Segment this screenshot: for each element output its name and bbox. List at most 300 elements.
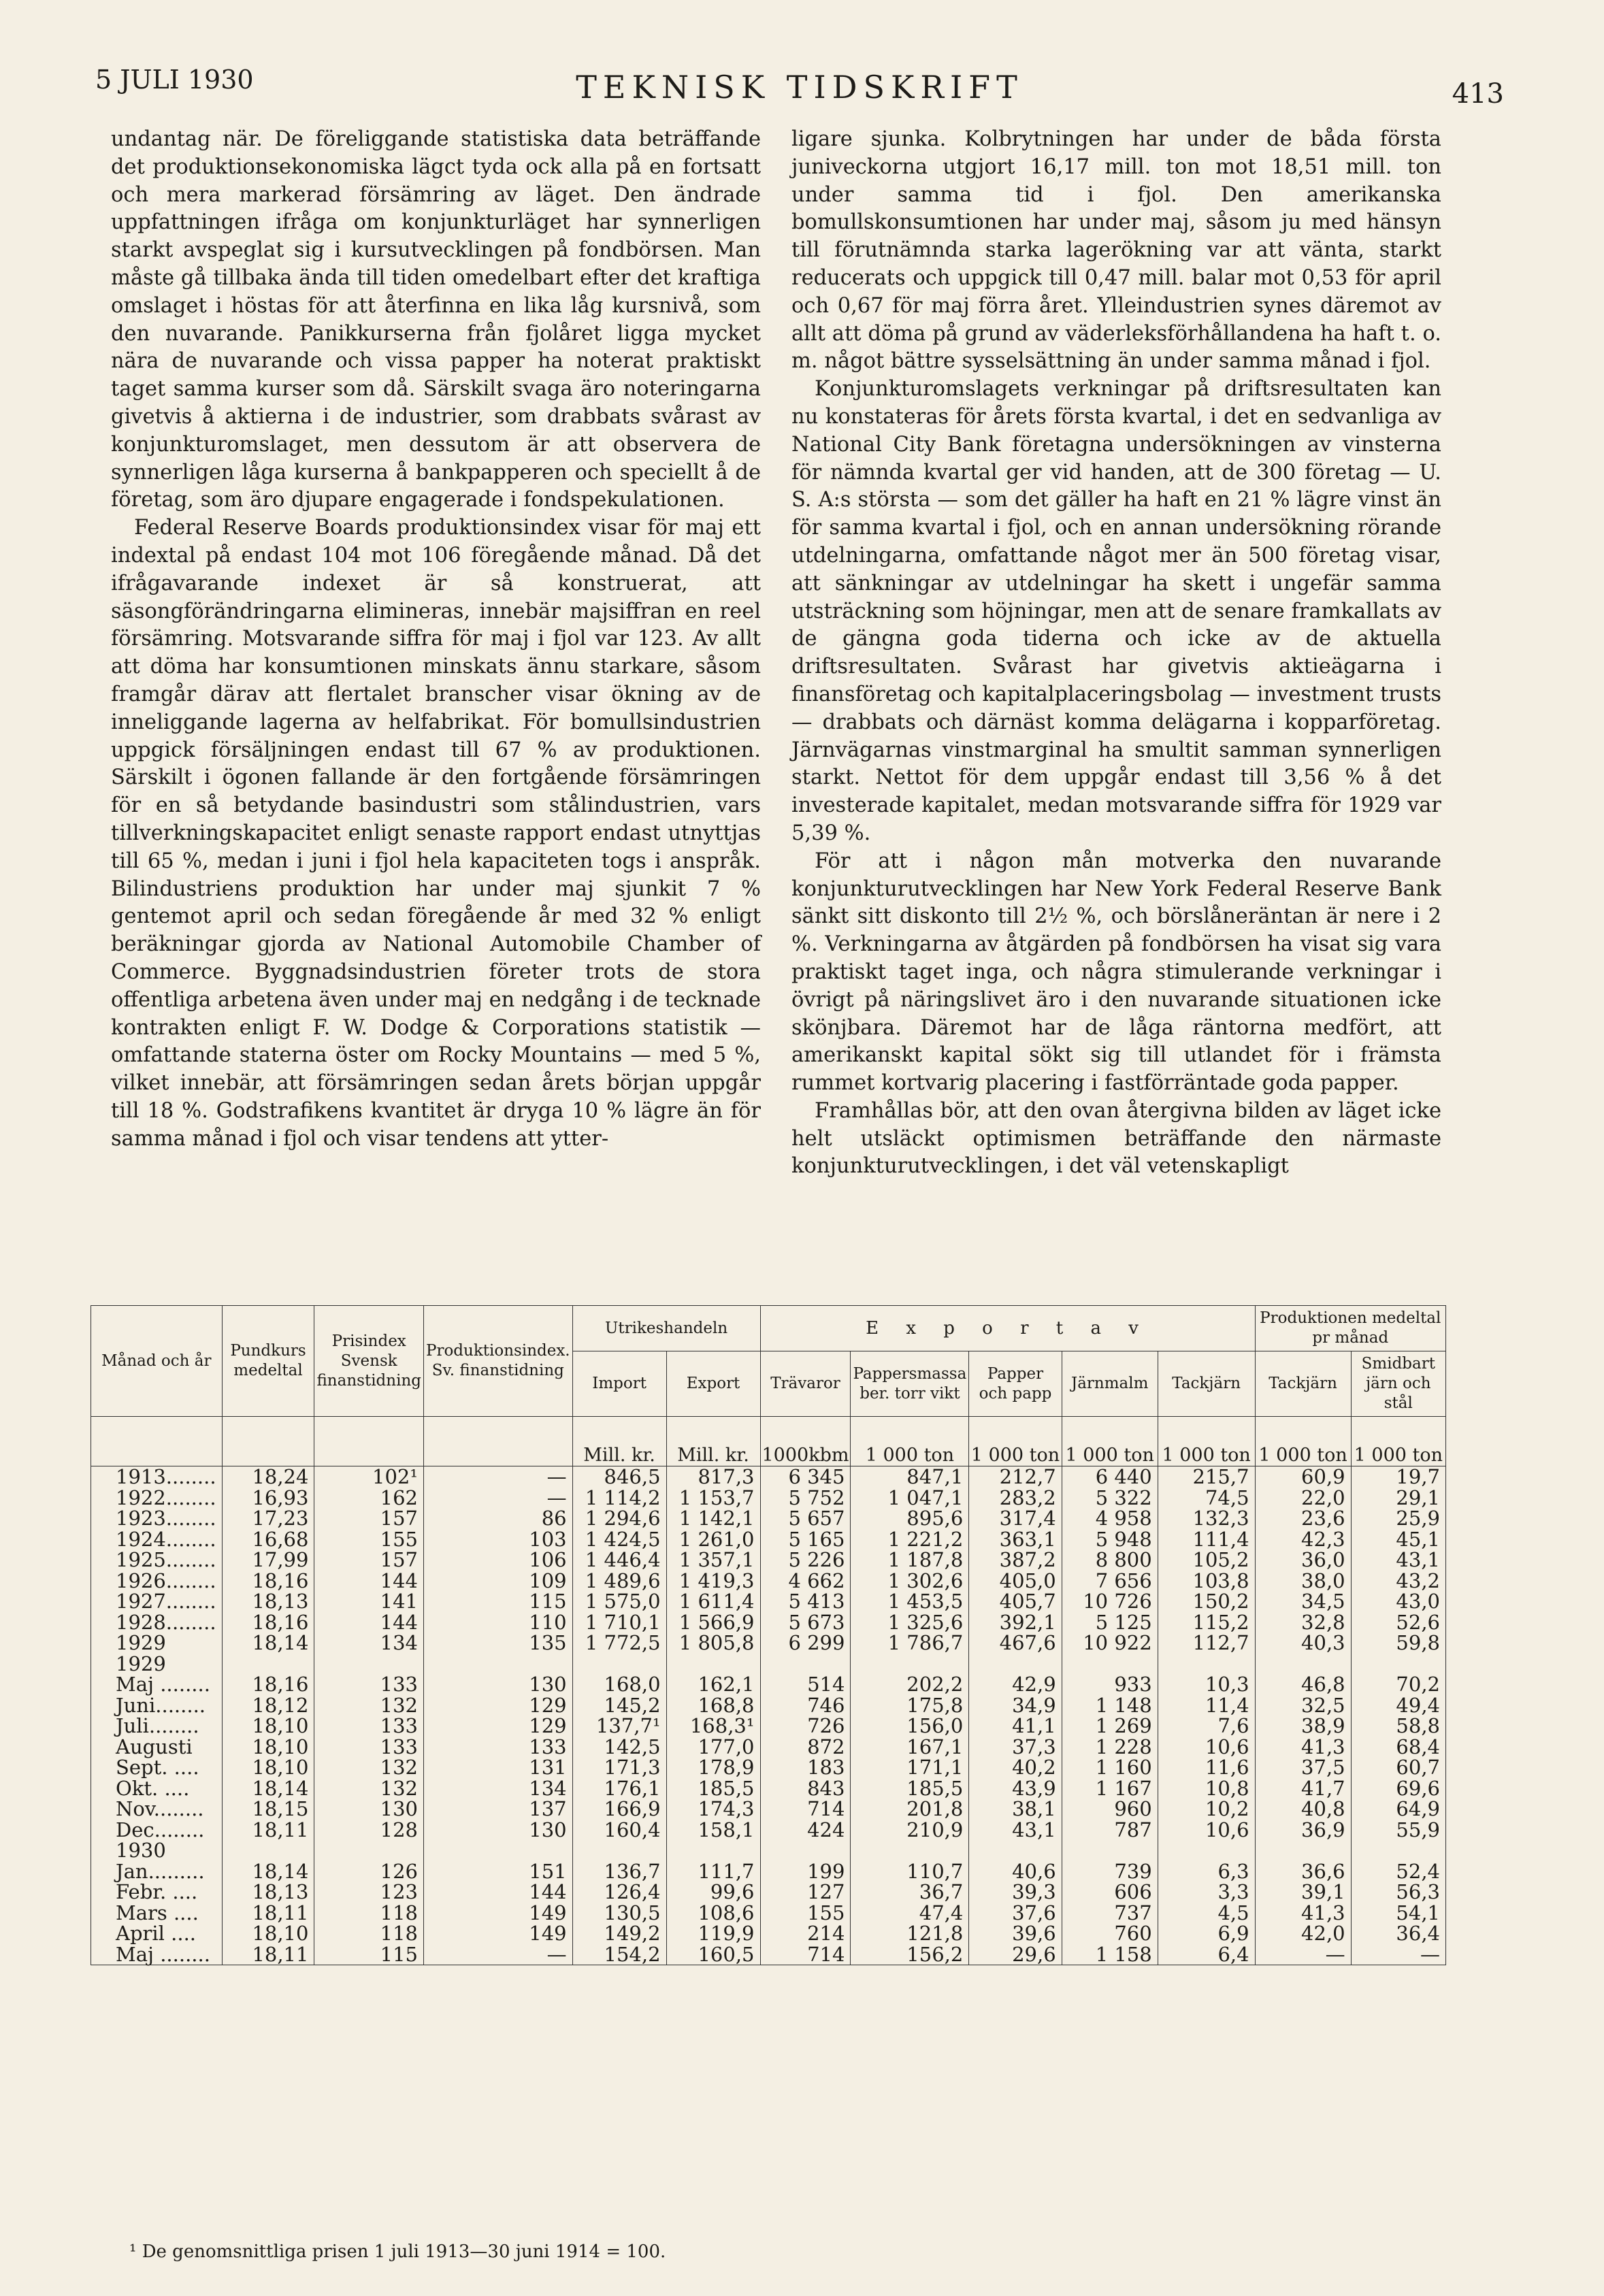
table-cell: 60,9 [1255,1466,1351,1488]
table-cell: 130 [314,1799,424,1820]
table-cell: 18,10 [222,1716,314,1737]
table-row [91,1778,1446,1799]
table-cell: 895,6 [851,1508,969,1529]
table-row [91,1612,1446,1633]
table-row [91,1488,1446,1509]
table-cell: 1 710,1 [572,1612,666,1633]
table-cell: 39,6 [969,1923,1062,1944]
table-cell: 5 322 [1062,1488,1158,1509]
table-cell: 10 726 [1062,1591,1158,1612]
table-cell: 133 [314,1674,424,1695]
table-row [91,1695,1446,1716]
header-jarnmalm: Järnmalm [1062,1351,1158,1417]
table-cell: 5 125 [1062,1612,1158,1633]
table-cell: 1 261,0 [666,1529,760,1550]
table-cell: 144 [314,1612,424,1633]
table-cell: 133 [314,1737,424,1758]
table-cell: 1 153,7 [666,1488,760,1509]
table-row [91,1923,1446,1944]
table-cell: 36,9 [1255,1820,1351,1841]
table-cell [572,1654,666,1675]
table-cell [1158,1840,1255,1861]
table-cell: 36,7 [851,1882,969,1903]
table-cell: 151 [423,1861,572,1882]
table-cell: 64,9 [1351,1799,1445,1820]
table-cell: 18,13 [222,1591,314,1612]
table-row [91,1549,1446,1571]
table-cell: 105,2 [1158,1549,1255,1571]
table-cell: 18,14 [222,1861,314,1882]
table-cell: 4 958 [1062,1508,1158,1529]
table-cell: 102¹ [314,1466,424,1488]
table-cell: — [423,1944,572,1965]
header-produktionen: Produktionen medeltal pr månad [1255,1306,1445,1351]
table-cell: 392,1 [969,1612,1062,1633]
table-cell [222,1840,314,1861]
unit-cell [222,1417,314,1466]
table-cell: 18,24 [222,1466,314,1488]
table-cell: 1 269 [1062,1716,1158,1737]
table-cell: 1 325,6 [851,1612,969,1633]
table-cell: 6 299 [760,1633,851,1654]
row-label: 1925........ [91,1549,223,1571]
table-cell [851,1840,969,1861]
table-cell: 843 [760,1778,851,1799]
table-cell: 38,0 [1255,1571,1351,1592]
table-cell: 760 [1062,1923,1158,1944]
table-cell: 1 489,6 [572,1571,666,1592]
table-cell: 171,3 [572,1757,666,1778]
table-cell: 68,4 [1351,1737,1445,1758]
table-cell: 4,5 [1158,1903,1255,1924]
table-cell: 103,8 [1158,1571,1255,1592]
row-label: 1929 [91,1633,223,1654]
table-cell: 106 [423,1549,572,1571]
table-row [91,1903,1446,1924]
table-cell: 168,0 [572,1674,666,1695]
table-row [91,1529,1446,1550]
table-cell [760,1840,851,1861]
table-cell [666,1654,760,1675]
table-cell: 128 [314,1820,424,1841]
table-cell [1062,1654,1158,1675]
unit-cell: Mill. kr. [666,1417,760,1466]
table-cell: 115 [423,1591,572,1612]
table-cell: 1 575,0 [572,1591,666,1612]
table-cell: 131 [423,1757,572,1778]
row-label: Juli........ [91,1716,223,1737]
table-cell: 39,3 [969,1882,1062,1903]
table-cell [423,1840,572,1861]
table-row [91,1820,1446,1841]
paragraph: Framhållas bör, att den ovan återgivna bilden av läget icke helt utsläckt optimismen beträffande den närmaste konjunkturutvecklingen, i det väl vetenskapligt [791,1098,1441,1179]
table-cell: 36,6 [1255,1861,1351,1882]
table-cell: 55,9 [1351,1820,1445,1841]
table-cell: 5 657 [760,1508,851,1529]
table-cell: 118 [314,1903,424,1924]
unit-cell: 1000kbm [760,1417,851,1466]
running-header [95,65,1504,112]
table-cell [760,1654,851,1675]
table-cell: 405,0 [969,1571,1062,1592]
table-cell: 6 440 [1062,1466,1158,1488]
table-cell: 18,14 [222,1633,314,1654]
table-cell: 49,4 [1351,1695,1445,1716]
table-cell: 123 [314,1882,424,1903]
unit-cell: 1 000 ton [1158,1417,1255,1466]
table-row [91,1633,1446,1654]
table-cell: 405,7 [969,1591,1062,1612]
table-cell: 130,5 [572,1903,666,1924]
table-cell [1351,1654,1445,1675]
table-cell: 162 [314,1488,424,1509]
table-cell: 149 [423,1923,572,1944]
table-cell: 136,7 [572,1861,666,1882]
table-row [91,1571,1446,1592]
unit-cell: 1 000 ton [1255,1417,1351,1466]
table-cell [572,1840,666,1861]
table-cell: 34,9 [969,1695,1062,1716]
table-cell: 6 345 [760,1466,851,1488]
table-cell: 5 948 [1062,1529,1158,1550]
table-cell: 133 [423,1737,572,1758]
header-export-av: E x p o r t a v [760,1306,1255,1351]
table-cell [222,1654,314,1675]
table-cell: 175,8 [851,1695,969,1716]
table-row [91,1882,1446,1903]
table-row [91,1861,1446,1882]
table-cell: 1 424,5 [572,1529,666,1550]
issue-date: 5 JULI 1930 [95,65,254,95]
table-cell: 110 [423,1612,572,1633]
table-cell: 130 [423,1820,572,1841]
table-cell: 960 [1062,1799,1158,1820]
row-label: 1927........ [91,1591,223,1612]
table-cell [314,1654,424,1675]
table-cell: 174,3 [666,1799,760,1820]
page-number: 413 [1452,78,1504,110]
footnote: ¹ De genomsnittliga prisen 1 juli 1913—30 juni 1914 = 100. [129,2242,666,2262]
row-label: Mars .... [91,1903,223,1924]
table-cell: 40,3 [1255,1633,1351,1654]
table-cell: 18,11 [222,1820,314,1841]
table-cell: 59,8 [1351,1633,1445,1654]
table-cell: 132 [314,1778,424,1799]
row-label: Jan......... [91,1861,223,1882]
table-cell: 177,0 [666,1737,760,1758]
table-cell: 155 [760,1903,851,1924]
table-cell: 1 114,2 [572,1488,666,1509]
table-cell: 6,4 [1158,1944,1255,1965]
table-cell: 168,8 [666,1695,760,1716]
table-cell: 121,8 [851,1923,969,1944]
table-cell: 52,6 [1351,1612,1445,1633]
table-cell: 109 [423,1571,572,1592]
header-papper: Papper och papp [969,1351,1062,1417]
table-cell: 37,3 [969,1737,1062,1758]
table-cell: 746 [760,1695,851,1716]
table-cell: 32,5 [1255,1695,1351,1716]
table-row [91,1508,1446,1529]
table-cell: 29,6 [969,1944,1062,1965]
table-cell: 176,1 [572,1778,666,1799]
table-cell: 137,7¹ [572,1716,666,1737]
table-cell: 166,9 [572,1799,666,1820]
table-cell: 185,5 [666,1778,760,1799]
header-pappersmassa: Pappersmassa ber. torr vikt [851,1351,969,1417]
table-cell: 7 656 [1062,1571,1158,1592]
table-cell: 872 [760,1737,851,1758]
table-cell: — [423,1488,572,1509]
paragraph: Federal Reserve Boards produktionsindex visar för maj ett indextal på endast 104 mot 106 föregående månad. Då det ifrågavarande indexet är så konstruerat, att säsongförändringarna elimineras, innebär majsiffran en reel försämring. Motsvarande siffra för maj i fjol var 123. Av allt att döma har konsumtionen minskats ännu starkare, såsom framgår därav att flertalet branscher visar ökning av de inneliggande lagerna av helfabrikat. För bomullsindustrien uppgick försäljningen endast till 67 % av produktionen. Särskilt i ögonen fallande är den fortgående försämringen för en så betydande basindustri som stålindustrien, vars tillverkningskapacitet enligt senaste rapport endast utnyttjas till 65 %, medan i juni i fjol hela kapaciteten togs i anspråk. Bilindustriens produktion har under maj sjunkit 7 % gentemot april och sedan föregående år med 32 % enligt beräkningar gjorda av National Automobile Chamber of Commerce. Byggnadsindustrien företer trots de stora offentliga arbetena även under maj en nedgång i de tecknade kontrakten enligt F. W. Dodge & Corporations statistik — omfattande staterna öster om Rocky Mountains — med 5 %, vilket innebär, att försämringen sedan årets början uppgår till 18 %. Godstrafikens kvantitet är dryga 10 % lägre än för samma månad i fjol och visar tendens att ytter- [111,516,761,1151]
row-label: Sept. .... [91,1757,223,1778]
table-cell: 1 294,6 [572,1508,666,1529]
row-label: 1928........ [91,1612,223,1633]
table-cell: 41,3 [1255,1737,1351,1758]
table-cell: 52,4 [1351,1861,1445,1882]
unit-cell [314,1417,424,1466]
table-cell: 43,9 [969,1778,1062,1799]
table-cell: 157 [314,1549,424,1571]
units-row [91,1417,1446,1466]
table-cell: 132 [314,1757,424,1778]
table-cell: 45,1 [1351,1529,1445,1550]
table-cell: 156,0 [851,1716,969,1737]
paragraph: undantag när. De föreliggande statistiska data beträffande det produktionsekonomiska lägct tyda ock alla på en fortsatt och mera markerad försämring av läget. Den ändrade uppfattningen ifråga om konjunkturläget har synnerligen starkt avspeglat sig i kursutvecklingen på fondbörsen. Man måste gå tillbaka ända till tiden omedelbart efter det kraftiga omslaget i höstas för att återfinna en lika låg kursnivå, som den nuvarande. Panikkurserna från fjolåret ligga mycket nära de nuvarande och vissa papper ha noterat praktiskt taget samma kurser som då. Särskilt svaga äro noteringarna givetvis å aktierna i de industrier, som drabbats svårast av konjunkturomslaget, men dessutom är att observera de synnerligen låga kurserna å bankpapperen och speciellt å de företag, som äro djupare engagerade i fondspekulationen. [111,127,761,512]
table-cell: 10,6 [1158,1737,1255,1758]
table-cell: 363,1 [969,1529,1062,1550]
table-cell: 134 [423,1778,572,1799]
table-cell: 19,7 [1351,1466,1445,1488]
table-cell: 214 [760,1923,851,1944]
table-cell: 424 [760,1820,851,1841]
table-cell: 39,1 [1255,1882,1351,1903]
table-cell: 155 [314,1529,424,1550]
table-cell: 60,7 [1351,1757,1445,1778]
table-cell: 111,7 [666,1861,760,1882]
table-cell: 5 165 [760,1529,851,1550]
table-cell: 119,9 [666,1923,760,1944]
table-cell: 129 [423,1716,572,1737]
row-label: Maj ........ [91,1674,223,1695]
header-tackjarn: Tackjärn [1158,1351,1255,1417]
table-cell: 202,2 [851,1674,969,1695]
table-cell: 18,15 [222,1799,314,1820]
unit-cell: Mill. kr. [572,1417,666,1466]
table-cell: — [1351,1944,1445,1965]
statistics-table [91,1305,1446,1965]
row-label: Febr. .... [91,1882,223,1903]
table-cell: 18,13 [222,1882,314,1903]
table-cell: 283,2 [969,1488,1062,1509]
row-label: April .... [91,1923,223,1944]
unit-cell: 1 000 ton [969,1417,1062,1466]
table-cell: 70,2 [1351,1674,1445,1695]
table-cell: 135 [423,1633,572,1654]
row-label: 1924........ [91,1529,223,1550]
table-cell: 215,7 [1158,1466,1255,1488]
table-cell: 112,7 [1158,1633,1255,1654]
table-cell: 739 [1062,1861,1158,1882]
table-cell [969,1840,1062,1861]
table-cell [666,1840,760,1861]
table-cell: 144 [423,1882,572,1903]
table-cell: 1 228 [1062,1737,1158,1758]
table-cell: 787 [1062,1820,1158,1841]
table-cell: 11,4 [1158,1695,1255,1716]
table-row [91,1757,1446,1778]
table-cell: — [1255,1944,1351,1965]
table-cell: 4 662 [760,1571,851,1592]
table-cell: 1 148 [1062,1695,1158,1716]
table-cell: 18,14 [222,1778,314,1799]
table-cell: 54,1 [1351,1903,1445,1924]
table-cell: 118 [314,1923,424,1944]
table-cell: 160,5 [666,1944,760,1965]
table-cell: 17,23 [222,1508,314,1529]
table-cell: 129 [423,1695,572,1716]
table-cell [1255,1654,1351,1675]
table-cell: 714 [760,1944,851,1965]
table-cell [1062,1840,1158,1861]
table-cell: 58,8 [1351,1716,1445,1737]
header-produktionsindex: Produktionsindex. Sv. finanstidning [423,1306,572,1417]
table-cell: 514 [760,1674,851,1695]
table-cell: 171,1 [851,1757,969,1778]
unit-cell [91,1417,223,1466]
table-cell: 199 [760,1861,851,1882]
table-cell: 43,1 [1351,1549,1445,1571]
table-cell: 10,6 [1158,1820,1255,1841]
table-cell: 142,5 [572,1737,666,1758]
table-cell: 737 [1062,1903,1158,1924]
table-cell: 42,9 [969,1674,1062,1695]
table-cell: — [423,1466,572,1488]
table-cell: 36,4 [1351,1923,1445,1944]
table-cell: 42,3 [1255,1529,1351,1550]
table-cell: 201,8 [851,1799,969,1820]
unit-cell: 1 000 ton [1062,1417,1158,1466]
table-cell: 1 160 [1062,1757,1158,1778]
row-label: 1913........ [91,1466,223,1488]
table-cell: 178,9 [666,1757,760,1778]
unit-cell [423,1417,572,1466]
table-cell: 1 772,5 [572,1633,666,1654]
table-cell: 41,1 [969,1716,1062,1737]
table-cell: 43,1 [969,1820,1062,1841]
table-cell: 846,5 [572,1466,666,1488]
table-cell: 1 453,5 [851,1591,969,1612]
table-cell: 1 446,4 [572,1549,666,1571]
table-cell: 108,6 [666,1903,760,1924]
header-export: Export [666,1351,760,1417]
table-cell: 43,0 [1351,1591,1445,1612]
table-cell: 38,9 [1255,1716,1351,1737]
table-cell: 210,9 [851,1820,969,1841]
table-cell [1351,1840,1445,1861]
table-cell: 1 786,7 [851,1633,969,1654]
table-cell: 42,0 [1255,1923,1351,1944]
header-utrikeshandeln: Utrikeshandeln [572,1306,760,1351]
table-cell: 47,4 [851,1903,969,1924]
table-cell: 10 922 [1062,1633,1158,1654]
table-cell: 933 [1062,1674,1158,1695]
table-row [91,1840,1446,1861]
table-cell: 115,2 [1158,1612,1255,1633]
table-cell: 10,2 [1158,1799,1255,1820]
table-cell: 5 226 [760,1549,851,1571]
table-cell: 1 047,1 [851,1488,969,1509]
table-cell: 1 302,6 [851,1571,969,1592]
header-pundkurs: Pundkurs medeltal [222,1306,314,1417]
table-cell: 132,3 [1158,1508,1255,1529]
table-cell: 69,6 [1351,1778,1445,1799]
table-cell: 606 [1062,1882,1158,1903]
table-cell: 10,3 [1158,1674,1255,1695]
table-cell: 41,3 [1255,1903,1351,1924]
table-cell: 7,6 [1158,1716,1255,1737]
table-cell: 37,5 [1255,1757,1351,1778]
table-row [91,1716,1446,1737]
row-label: Dec........ [91,1820,223,1841]
table-cell: 40,6 [969,1861,1062,1882]
table-cell: 29,1 [1351,1488,1445,1509]
table-cell: 86 [423,1508,572,1529]
table-cell [851,1654,969,1675]
table-cell: 32,8 [1255,1612,1351,1633]
table-cell: 18,12 [222,1695,314,1716]
row-label: Okt. .... [91,1778,223,1799]
table-cell: 46,8 [1255,1674,1351,1695]
table-cell: 18,11 [222,1944,314,1965]
table-cell: 126,4 [572,1882,666,1903]
table-row [91,1654,1446,1675]
right-column [791,126,1441,1181]
table-cell: 1 566,9 [666,1612,760,1633]
table-cell: 1 142,1 [666,1508,760,1529]
table-cell: 1 419,3 [666,1571,760,1592]
table-cell: 18,10 [222,1757,314,1778]
table-cell: 714 [760,1799,851,1820]
header-travaror: Trävaror [760,1351,851,1417]
table-cell: 1 187,8 [851,1549,969,1571]
table-cell: 6,9 [1158,1923,1255,1944]
table-cell: 10,8 [1158,1778,1255,1799]
table-cell: 160,4 [572,1820,666,1841]
table-cell: 110,7 [851,1861,969,1882]
table-cell: 1 611,4 [666,1591,760,1612]
table-cell: 212,7 [969,1466,1062,1488]
paragraph: ligare sjunka. Kolbrytningen har under de båda första juniveckorna utgjort 16,17 mill. ton mot 18,51 mill. ton under samma tid i fjol. Den amerikanska bomullskonsumtionen har under maj, såsom ju med hänsyn till förutnämnda starka lagerökning var att vänta, starkt reducerats och uppgick till 0,47 mill. balar mot 0,53 för april och 0,67 för maj förra året. Ylleindustrien synes däremot av allt att döma på grund av väderleksförhållandena ha haft t. o. m. något bättre sysselsättning än under samma månad i fjol. [791,127,1441,374]
table-cell: 111,4 [1158,1529,1255,1550]
table-cell: 23,6 [1255,1508,1351,1529]
header-prod-tackjarn: Tackjärn [1255,1351,1351,1417]
table-cell: 16,68 [222,1529,314,1550]
paragraph: Konjunkturomslagets verkningar på driftsresultaten kan nu konstateras för årets första kvartal, i det en sedvanliga av National City Bank företagna undersökningen av vinsterna för nämnda kvartal ger vid handen, att de 300 företag — U. S. A:s största — som det gäller ha haft en 21 % lägre vinst än för samma kvartal i fjol, och en annan undersökning rörande utdelningarna, omfattande något mer än 500 företag visar, att sänkningar av utdelningar ha skett i ungefär samma utsträckning som höjningar, men att de senare framkallats av de gängna goda tiderna och icke av de aktuella driftsresultaten. Svårast har givetvis aktieägarna i finansföretag och kapitalplaceringsbolag — investment trusts — drabbats och därnäst komma delägarna i kopparföretag. Järnvägarnas vinstmarginal ha smultit samman synnerligen starkt. Nettot för dem uppgår endast till 3,56 % å det investerade kapitalet, medan motsvarande siffra för 1929 var 5,39 %. [791,377,1441,845]
table-cell: 133 [314,1716,424,1737]
table-cell: 387,2 [969,1549,1062,1571]
table-cell: 817,3 [666,1466,760,1488]
table-cell: 22,0 [1255,1488,1351,1509]
table-cell: 127 [760,1882,851,1903]
table-cell: 16,93 [222,1488,314,1509]
table-cell: 38,1 [969,1799,1062,1820]
table-cell: 11,6 [1158,1757,1255,1778]
row-label: Juni........ [91,1695,223,1716]
table-cell: 103 [423,1529,572,1550]
table-cell: 1 357,1 [666,1549,760,1571]
table-cell: 183 [760,1757,851,1778]
